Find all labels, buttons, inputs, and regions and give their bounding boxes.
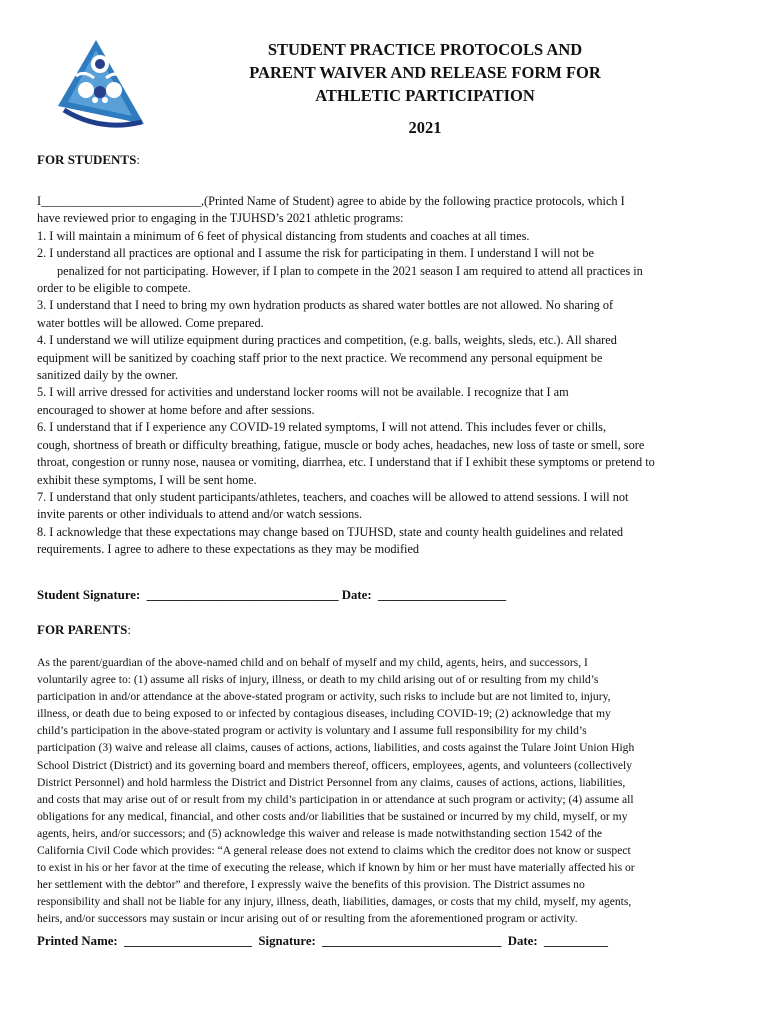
student-signature-line[interactable]: Student Signature: ______________________________ Date: ____________________ [37, 588, 506, 602]
protocol-line: 4. I understand we will utilize equipment during practices and competition, (e.g. balls, weights, sleds, etc.). All shared [37, 333, 617, 348]
protocol-line: cough, shortness of breath or difficulty breathing, fatigue, muscle or body aches, headaches, new loss of taste or smell, sore [37, 437, 645, 452]
protocol-line: 1. I will maintain a minimum of 6 feet of physical distancing from students and coaches at all times. [37, 228, 530, 243]
protocol-line: encouraged to shower at home before and after sessions. [37, 402, 315, 417]
protocol-line: 6. I understand that if I experience any COVID-19 related symptoms, I will not attend. This includes fever or chills, [37, 420, 607, 435]
form-title [190, 38, 660, 139]
protocol-line: order to be eligible to compete. [37, 281, 191, 296]
waiver-line: obligations for any medical, financial, and other costs and/or liabilities that be sustained or incurred by my child, myself, or my [37, 809, 628, 823]
students-heading: FOR STUDENTS: [37, 152, 140, 167]
protocol-line: sanitized daily by the owner. [37, 368, 179, 383]
title-year: 2021 [408, 118, 442, 137]
protocol-line: 2. I understand all practices are optional and I assume the risk for participating in them. I understand I will not be [37, 246, 594, 261]
students-protocols [37, 193, 737, 559]
district-logo-icon [54, 36, 149, 131]
waiver-line: California Civil Code which provides: “A general release does not extend to claims which the creditor does not know or suspect [37, 844, 631, 858]
parent-signature-line[interactable]: Printed Name: ____________________ Signature: ____________________________ Date: __________ [37, 934, 608, 948]
waiver-line: her settlement with the debtor” and therefore, I expressly waive the benefits of this provision. The District assumes no [37, 878, 585, 892]
title-line-3: ATHLETIC PARTICIPATION [315, 86, 535, 105]
waiver-line: responsibility and shall not be liable for any injury, illness, death, liabilities, damages, or costs that my child, myself, my agents, [37, 895, 632, 909]
waiver-line: District Personnel) and hold harmless the District and District Personnel from any claims, causes of actions, actions, liabilities, [37, 775, 626, 789]
waiver-line: participation in and/or attendance at the above-stated program or activity, such risks to include but are not limited to, injury, [37, 690, 611, 704]
waiver-line: School District (District) and its governing board and members thereof, officers, employees, agents, and volunteers (collectively [37, 758, 633, 772]
waiver-line: to exist in his or her favor at the time of executing the release, which if known by him or her must have materially affected his or [37, 861, 635, 875]
protocol-line: equipment will be sanitized by coaching staff prior to the next practice. We recommend any personal equipment be [37, 350, 603, 365]
parents-waiver-text [37, 654, 732, 928]
protocol-line: 3. I understand that I need to bring my own hydration products as shared water bottles are not allowed. No sharing of [37, 298, 614, 313]
protocol-line: 5. I will arrive dressed for activities and understand locker rooms will not be available. I recognize that I am [37, 385, 569, 400]
waiver-line: participation (3) waive and release all claims, causes of actions, actions, liabilities, and costs against the Tulare Joint Union High [37, 741, 635, 755]
waiver-line: voluntarily agree to: (1) assume all risks of injury, illness, or death to my child arising out of or resulting from my child’s [37, 673, 599, 687]
waiver-line: As the parent/guardian of the above-named child and on behalf of myself and my child, agents, heirs, and successors, I [37, 656, 588, 669]
waiver-line: and costs that may arise out of or result from my child’s participation in or attendance at such program or activity; (4) assume all [37, 792, 634, 806]
waiver-line: heirs, and/or successors may sustain or incur arising out of or resulting from the aforementioned program or activity. [37, 912, 578, 926]
protocol-line: water bottles will be allowed. Come prepared. [37, 315, 264, 330]
protocol-line: 8. I acknowledge that these expectations may change based on TJUHSD, state and county health guidelines and related [37, 524, 624, 539]
protocol-line: invite parents or other individuals to attend and/or watch sessions. [37, 507, 363, 522]
protocol-line: requirements. I agree to adhere to these expectations as they may be modified [37, 542, 420, 557]
students-intro-line: I__________________________,(Printed Name of Student) agree to abide by the following practice protocols, which I [37, 194, 625, 208]
title-line-1: STUDENT PRACTICE PROTOCOLS AND [267, 40, 583, 59]
parents-heading: FOR PARENTS: [37, 622, 132, 637]
protocol-line: penalized for not participating. However, if I plan to compete in the 2021 season I am required to attend all practices in [57, 263, 643, 278]
protocol-line: exhibit these symptoms, I will be sent home. [37, 472, 257, 487]
waiver-line: agents, heirs, and/or successors; and (5) acknowledge this waiver and release is made notwithstanding section 1542 of the [37, 826, 603, 840]
protocol-line: 7. I understand that only student participants/athletes, teachers, and coaches will be allowed to attend sessions. I will not [37, 489, 629, 504]
waiver-line: illness, or death due to being exposed to or infected by contagious diseases, including COVID-19; (2) acknowledge that my [37, 707, 611, 721]
protocol-line: throat, congestion or runny nose, nausea or vomiting, diarrhea, etc. I understand that if I exhibit these symptoms or pretend to [37, 455, 655, 470]
title-line-2: PARENT WAIVER AND RELEASE FORM FOR [249, 63, 601, 82]
waiver-line: child’s participation in the above-stated program or activity is voluntary and I assume full responsibility for my child’s [37, 724, 587, 738]
students-intro-line: have reviewed prior to engaging in the TJUHSD’s 2021 athletic programs: [37, 211, 404, 226]
